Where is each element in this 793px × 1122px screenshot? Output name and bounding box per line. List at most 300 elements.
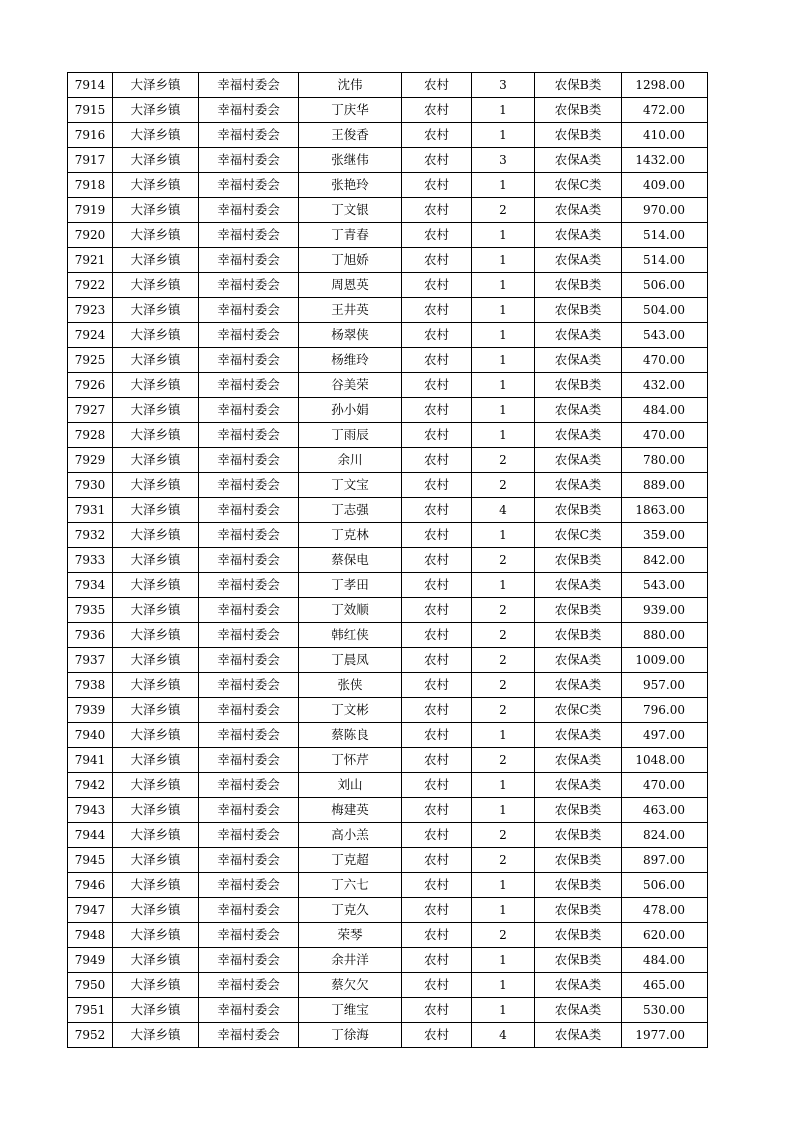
resident-name-cell: 丁志强 bbox=[299, 498, 402, 523]
table-row bbox=[68, 948, 708, 973]
area-type-cell: 农村 bbox=[402, 898, 472, 923]
amount-cell: 897.00 bbox=[622, 848, 708, 873]
insurance-category-cell: 农保B类 bbox=[535, 98, 622, 123]
township-cell: 大泽乡镇 bbox=[113, 673, 199, 698]
household-size-cell: 2 bbox=[472, 748, 535, 773]
amount-cell: 470.00 bbox=[622, 773, 708, 798]
amount-cell: 470.00 bbox=[622, 423, 708, 448]
amount-cell: 472.00 bbox=[622, 98, 708, 123]
township-cell: 大泽乡镇 bbox=[113, 98, 199, 123]
area-type-cell: 农村 bbox=[402, 498, 472, 523]
table-row bbox=[68, 773, 708, 798]
amount-cell: 506.00 bbox=[622, 273, 708, 298]
table-row bbox=[68, 198, 708, 223]
resident-name-cell: 韩红侠 bbox=[299, 623, 402, 648]
table-row bbox=[68, 873, 708, 898]
table-row bbox=[68, 248, 708, 273]
amount-cell: 939.00 bbox=[622, 598, 708, 623]
insurance-category-cell: 农保A类 bbox=[535, 673, 622, 698]
table-row bbox=[68, 923, 708, 948]
row-number-cell: 7928 bbox=[68, 423, 113, 448]
table-row bbox=[68, 373, 708, 398]
township-cell: 大泽乡镇 bbox=[113, 398, 199, 423]
household-size-cell: 2 bbox=[472, 848, 535, 873]
area-type-cell: 农村 bbox=[402, 848, 472, 873]
township-cell: 大泽乡镇 bbox=[113, 423, 199, 448]
resident-name-cell: 王俊香 bbox=[299, 123, 402, 148]
row-number-cell: 7931 bbox=[68, 498, 113, 523]
table-row bbox=[68, 698, 708, 723]
household-size-cell: 2 bbox=[472, 648, 535, 673]
area-type-cell: 农村 bbox=[402, 73, 472, 98]
insurance-category-cell: 农保B类 bbox=[535, 898, 622, 923]
village-cell: 幸福村委会 bbox=[199, 573, 299, 598]
row-number-cell: 7949 bbox=[68, 948, 113, 973]
amount-cell: 514.00 bbox=[622, 223, 708, 248]
area-type-cell: 农村 bbox=[402, 398, 472, 423]
household-size-cell: 1 bbox=[472, 273, 535, 298]
insurance-category-cell: 农保B类 bbox=[535, 948, 622, 973]
area-type-cell: 农村 bbox=[402, 823, 472, 848]
amount-cell: 543.00 bbox=[622, 573, 708, 598]
village-cell: 幸福村委会 bbox=[199, 173, 299, 198]
household-size-cell: 1 bbox=[472, 898, 535, 923]
village-cell: 幸福村委会 bbox=[199, 848, 299, 873]
insurance-category-cell: 农保A类 bbox=[535, 973, 622, 998]
insurance-category-cell: 农保A类 bbox=[535, 198, 622, 223]
area-type-cell: 农村 bbox=[402, 648, 472, 673]
area-type-cell: 农村 bbox=[402, 673, 472, 698]
village-cell: 幸福村委会 bbox=[199, 748, 299, 773]
resident-name-cell: 张继伟 bbox=[299, 148, 402, 173]
resident-name-cell: 蔡保电 bbox=[299, 548, 402, 573]
resident-name-cell: 丁旭娇 bbox=[299, 248, 402, 273]
resident-name-cell: 丁雨辰 bbox=[299, 423, 402, 448]
township-cell: 大泽乡镇 bbox=[113, 648, 199, 673]
amount-cell: 1048.00 bbox=[622, 748, 708, 773]
amount-cell: 504.00 bbox=[622, 298, 708, 323]
area-type-cell: 农村 bbox=[402, 173, 472, 198]
insurance-category-cell: 农保B类 bbox=[535, 823, 622, 848]
village-cell: 幸福村委会 bbox=[199, 723, 299, 748]
insurance-category-cell: 农保A类 bbox=[535, 398, 622, 423]
household-size-cell: 2 bbox=[472, 473, 535, 498]
village-cell: 幸福村委会 bbox=[199, 673, 299, 698]
resident-name-cell: 丁克林 bbox=[299, 523, 402, 548]
village-cell: 幸福村委会 bbox=[199, 373, 299, 398]
township-cell: 大泽乡镇 bbox=[113, 548, 199, 573]
row-number-cell: 7951 bbox=[68, 998, 113, 1023]
row-number-cell: 7947 bbox=[68, 898, 113, 923]
household-size-cell: 2 bbox=[472, 623, 535, 648]
household-size-cell: 3 bbox=[472, 148, 535, 173]
village-cell: 幸福村委会 bbox=[199, 298, 299, 323]
village-cell: 幸福村委会 bbox=[199, 798, 299, 823]
area-type-cell: 农村 bbox=[402, 123, 472, 148]
village-cell: 幸福村委会 bbox=[199, 398, 299, 423]
table-row bbox=[68, 548, 708, 573]
row-number-cell: 7946 bbox=[68, 873, 113, 898]
resident-name-cell: 沈伟 bbox=[299, 73, 402, 98]
insurance-category-cell: 农保B类 bbox=[535, 548, 622, 573]
table-row bbox=[68, 973, 708, 998]
area-type-cell: 农村 bbox=[402, 198, 472, 223]
amount-cell: 506.00 bbox=[622, 873, 708, 898]
row-number-cell: 7918 bbox=[68, 173, 113, 198]
village-cell: 幸福村委会 bbox=[199, 498, 299, 523]
table-row bbox=[68, 323, 708, 348]
township-cell: 大泽乡镇 bbox=[113, 348, 199, 373]
resident-name-cell: 荣琴 bbox=[299, 923, 402, 948]
row-number-cell: 7948 bbox=[68, 923, 113, 948]
amount-cell: 880.00 bbox=[622, 623, 708, 648]
area-type-cell: 农村 bbox=[402, 248, 472, 273]
insurance-category-cell: 农保A类 bbox=[535, 723, 622, 748]
row-number-cell: 7939 bbox=[68, 698, 113, 723]
household-size-cell: 1 bbox=[472, 298, 535, 323]
village-cell: 幸福村委会 bbox=[199, 1023, 299, 1048]
row-number-cell: 7925 bbox=[68, 348, 113, 373]
household-size-cell: 2 bbox=[472, 198, 535, 223]
insurance-category-cell: 农保B类 bbox=[535, 123, 622, 148]
household-size-cell: 1 bbox=[472, 348, 535, 373]
amount-cell: 1863.00 bbox=[622, 498, 708, 523]
amount-cell: 1977.00 bbox=[622, 1023, 708, 1048]
area-type-cell: 农村 bbox=[402, 98, 472, 123]
household-size-cell: 1 bbox=[472, 398, 535, 423]
village-cell: 幸福村委会 bbox=[199, 223, 299, 248]
village-cell: 幸福村委会 bbox=[199, 973, 299, 998]
village-cell: 幸福村委会 bbox=[199, 423, 299, 448]
village-cell: 幸福村委会 bbox=[199, 473, 299, 498]
row-number-cell: 7921 bbox=[68, 248, 113, 273]
amount-cell: 970.00 bbox=[622, 198, 708, 223]
area-type-cell: 农村 bbox=[402, 473, 472, 498]
household-size-cell: 3 bbox=[472, 73, 535, 98]
township-cell: 大泽乡镇 bbox=[113, 823, 199, 848]
row-number-cell: 7941 bbox=[68, 748, 113, 773]
row-number-cell: 7952 bbox=[68, 1023, 113, 1048]
table-row bbox=[68, 898, 708, 923]
insurance-category-cell: 农保C类 bbox=[535, 698, 622, 723]
table-row bbox=[68, 723, 708, 748]
row-number-cell: 7936 bbox=[68, 623, 113, 648]
table-row bbox=[68, 498, 708, 523]
row-number-cell: 7914 bbox=[68, 73, 113, 98]
resident-name-cell: 孙小娟 bbox=[299, 398, 402, 423]
table-row bbox=[68, 648, 708, 673]
household-size-cell: 2 bbox=[472, 598, 535, 623]
household-size-cell: 1 bbox=[472, 173, 535, 198]
household-size-cell: 1 bbox=[472, 423, 535, 448]
resident-name-cell: 余井洋 bbox=[299, 948, 402, 973]
insurance-category-cell: 农保B类 bbox=[535, 273, 622, 298]
row-number-cell: 7929 bbox=[68, 448, 113, 473]
area-type-cell: 农村 bbox=[402, 923, 472, 948]
village-cell: 幸福村委会 bbox=[199, 698, 299, 723]
area-type-cell: 农村 bbox=[402, 448, 472, 473]
row-number-cell: 7917 bbox=[68, 148, 113, 173]
township-cell: 大泽乡镇 bbox=[113, 473, 199, 498]
row-number-cell: 7940 bbox=[68, 723, 113, 748]
table-row bbox=[68, 73, 708, 98]
township-cell: 大泽乡镇 bbox=[113, 373, 199, 398]
amount-cell: 1298.00 bbox=[622, 73, 708, 98]
table-row bbox=[68, 298, 708, 323]
household-size-cell: 1 bbox=[472, 998, 535, 1023]
resident-name-cell: 谷美荣 bbox=[299, 373, 402, 398]
township-cell: 大泽乡镇 bbox=[113, 73, 199, 98]
table-row bbox=[68, 398, 708, 423]
table-row bbox=[68, 423, 708, 448]
township-cell: 大泽乡镇 bbox=[113, 848, 199, 873]
insurance-category-cell: 农保C类 bbox=[535, 523, 622, 548]
amount-cell: 359.00 bbox=[622, 523, 708, 548]
amount-cell: 824.00 bbox=[622, 823, 708, 848]
resident-name-cell: 丁文银 bbox=[299, 198, 402, 223]
resident-name-cell: 蔡欠欠 bbox=[299, 973, 402, 998]
row-number-cell: 7932 bbox=[68, 523, 113, 548]
village-cell: 幸福村委会 bbox=[199, 548, 299, 573]
row-number-cell: 7935 bbox=[68, 598, 113, 623]
amount-cell: 410.00 bbox=[622, 123, 708, 148]
household-size-cell: 1 bbox=[472, 373, 535, 398]
household-size-cell: 1 bbox=[472, 798, 535, 823]
village-cell: 幸福村委会 bbox=[199, 898, 299, 923]
resident-name-cell: 丁庆华 bbox=[299, 98, 402, 123]
household-size-cell: 1 bbox=[472, 723, 535, 748]
village-cell: 幸福村委会 bbox=[199, 73, 299, 98]
resident-name-cell: 刘山 bbox=[299, 773, 402, 798]
area-type-cell: 农村 bbox=[402, 598, 472, 623]
township-cell: 大泽乡镇 bbox=[113, 973, 199, 998]
household-size-cell: 4 bbox=[472, 1023, 535, 1048]
table-row bbox=[68, 448, 708, 473]
village-cell: 幸福村委会 bbox=[199, 923, 299, 948]
resident-name-cell: 丁六七 bbox=[299, 873, 402, 898]
area-type-cell: 农村 bbox=[402, 873, 472, 898]
table-row bbox=[68, 148, 708, 173]
resident-name-cell: 高小羔 bbox=[299, 823, 402, 848]
household-size-cell: 1 bbox=[472, 873, 535, 898]
amount-cell: 957.00 bbox=[622, 673, 708, 698]
benefit-table bbox=[67, 72, 708, 1048]
table-row bbox=[68, 823, 708, 848]
insurance-category-cell: 农保A类 bbox=[535, 773, 622, 798]
village-cell: 幸福村委会 bbox=[199, 348, 299, 373]
insurance-category-cell: 农保B类 bbox=[535, 73, 622, 98]
household-size-cell: 2 bbox=[472, 448, 535, 473]
amount-cell: 889.00 bbox=[622, 473, 708, 498]
area-type-cell: 农村 bbox=[402, 573, 472, 598]
household-size-cell: 2 bbox=[472, 923, 535, 948]
township-cell: 大泽乡镇 bbox=[113, 298, 199, 323]
township-cell: 大泽乡镇 bbox=[113, 523, 199, 548]
household-size-cell: 2 bbox=[472, 548, 535, 573]
insurance-category-cell: 农保B类 bbox=[535, 498, 622, 523]
village-cell: 幸福村委会 bbox=[199, 98, 299, 123]
area-type-cell: 农村 bbox=[402, 523, 472, 548]
village-cell: 幸福村委会 bbox=[199, 648, 299, 673]
household-size-cell: 4 bbox=[472, 498, 535, 523]
insurance-category-cell: 农保A类 bbox=[535, 448, 622, 473]
area-type-cell: 农村 bbox=[402, 623, 472, 648]
amount-cell: 620.00 bbox=[622, 923, 708, 948]
resident-name-cell: 丁青春 bbox=[299, 223, 402, 248]
area-type-cell: 农村 bbox=[402, 223, 472, 248]
area-type-cell: 农村 bbox=[402, 998, 472, 1023]
township-cell: 大泽乡镇 bbox=[113, 748, 199, 773]
resident-name-cell: 丁效顺 bbox=[299, 598, 402, 623]
amount-cell: 463.00 bbox=[622, 798, 708, 823]
amount-cell: 478.00 bbox=[622, 898, 708, 923]
amount-cell: 1009.00 bbox=[622, 648, 708, 673]
insurance-category-cell: 农保B类 bbox=[535, 848, 622, 873]
area-type-cell: 农村 bbox=[402, 723, 472, 748]
row-number-cell: 7919 bbox=[68, 198, 113, 223]
amount-cell: 530.00 bbox=[622, 998, 708, 1023]
amount-cell: 432.00 bbox=[622, 373, 708, 398]
township-cell: 大泽乡镇 bbox=[113, 573, 199, 598]
area-type-cell: 农村 bbox=[402, 423, 472, 448]
resident-name-cell: 丁怀芹 bbox=[299, 748, 402, 773]
household-size-cell: 2 bbox=[472, 823, 535, 848]
township-cell: 大泽乡镇 bbox=[113, 173, 199, 198]
village-cell: 幸福村委会 bbox=[199, 448, 299, 473]
village-cell: 幸福村委会 bbox=[199, 273, 299, 298]
table-row bbox=[68, 173, 708, 198]
table-row bbox=[68, 848, 708, 873]
village-cell: 幸福村委会 bbox=[199, 998, 299, 1023]
row-number-cell: 7930 bbox=[68, 473, 113, 498]
household-size-cell: 1 bbox=[472, 773, 535, 798]
resident-name-cell: 杨维玲 bbox=[299, 348, 402, 373]
table-row bbox=[68, 1023, 708, 1048]
resident-name-cell: 张艳玲 bbox=[299, 173, 402, 198]
insurance-category-cell: 农保C类 bbox=[535, 173, 622, 198]
village-cell: 幸福村委会 bbox=[199, 948, 299, 973]
resident-name-cell: 丁孝田 bbox=[299, 573, 402, 598]
table-row bbox=[68, 523, 708, 548]
row-number-cell: 7944 bbox=[68, 823, 113, 848]
area-type-cell: 农村 bbox=[402, 773, 472, 798]
insurance-category-cell: 农保A类 bbox=[535, 1023, 622, 1048]
resident-name-cell: 丁维宝 bbox=[299, 998, 402, 1023]
area-type-cell: 农村 bbox=[402, 548, 472, 573]
table-row bbox=[68, 273, 708, 298]
area-type-cell: 农村 bbox=[402, 273, 472, 298]
insurance-category-cell: 农保A类 bbox=[535, 648, 622, 673]
row-number-cell: 7924 bbox=[68, 323, 113, 348]
township-cell: 大泽乡镇 bbox=[113, 723, 199, 748]
township-cell: 大泽乡镇 bbox=[113, 123, 199, 148]
household-size-cell: 1 bbox=[472, 123, 535, 148]
township-cell: 大泽乡镇 bbox=[113, 948, 199, 973]
household-size-cell: 1 bbox=[472, 248, 535, 273]
amount-cell: 484.00 bbox=[622, 398, 708, 423]
table-row bbox=[68, 223, 708, 248]
township-cell: 大泽乡镇 bbox=[113, 448, 199, 473]
village-cell: 幸福村委会 bbox=[199, 123, 299, 148]
household-size-cell: 1 bbox=[472, 98, 535, 123]
village-cell: 幸福村委会 bbox=[199, 873, 299, 898]
resident-name-cell: 丁文彬 bbox=[299, 698, 402, 723]
township-cell: 大泽乡镇 bbox=[113, 998, 199, 1023]
village-cell: 幸福村委会 bbox=[199, 523, 299, 548]
table-row bbox=[68, 748, 708, 773]
amount-cell: 514.00 bbox=[622, 248, 708, 273]
insurance-category-cell: 农保B类 bbox=[535, 598, 622, 623]
township-cell: 大泽乡镇 bbox=[113, 498, 199, 523]
household-size-cell: 1 bbox=[472, 573, 535, 598]
township-cell: 大泽乡镇 bbox=[113, 598, 199, 623]
resident-name-cell: 杨翠侠 bbox=[299, 323, 402, 348]
village-cell: 幸福村委会 bbox=[199, 198, 299, 223]
insurance-category-cell: 农保A类 bbox=[535, 998, 622, 1023]
township-cell: 大泽乡镇 bbox=[113, 323, 199, 348]
household-size-cell: 1 bbox=[472, 523, 535, 548]
township-cell: 大泽乡镇 bbox=[113, 273, 199, 298]
row-number-cell: 7933 bbox=[68, 548, 113, 573]
household-size-cell: 2 bbox=[472, 673, 535, 698]
amount-cell: 796.00 bbox=[622, 698, 708, 723]
insurance-category-cell: 农保A类 bbox=[535, 223, 622, 248]
row-number-cell: 7943 bbox=[68, 798, 113, 823]
table-row bbox=[68, 348, 708, 373]
insurance-category-cell: 农保A类 bbox=[535, 248, 622, 273]
table-row bbox=[68, 98, 708, 123]
area-type-cell: 农村 bbox=[402, 973, 472, 998]
township-cell: 大泽乡镇 bbox=[113, 223, 199, 248]
resident-name-cell: 丁克久 bbox=[299, 898, 402, 923]
township-cell: 大泽乡镇 bbox=[113, 923, 199, 948]
resident-name-cell: 王井英 bbox=[299, 298, 402, 323]
insurance-category-cell: 农保B类 bbox=[535, 298, 622, 323]
resident-name-cell: 丁徐海 bbox=[299, 1023, 402, 1048]
village-cell: 幸福村委会 bbox=[199, 773, 299, 798]
area-type-cell: 农村 bbox=[402, 748, 472, 773]
township-cell: 大泽乡镇 bbox=[113, 623, 199, 648]
resident-name-cell: 蔡陈良 bbox=[299, 723, 402, 748]
insurance-category-cell: 农保B类 bbox=[535, 373, 622, 398]
household-size-cell: 2 bbox=[472, 698, 535, 723]
row-number-cell: 7934 bbox=[68, 573, 113, 598]
insurance-category-cell: 农保B类 bbox=[535, 798, 622, 823]
area-type-cell: 农村 bbox=[402, 298, 472, 323]
row-number-cell: 7927 bbox=[68, 398, 113, 423]
township-cell: 大泽乡镇 bbox=[113, 773, 199, 798]
insurance-category-cell: 农保A类 bbox=[535, 573, 622, 598]
township-cell: 大泽乡镇 bbox=[113, 798, 199, 823]
resident-name-cell: 余川 bbox=[299, 448, 402, 473]
row-number-cell: 7922 bbox=[68, 273, 113, 298]
amount-cell: 409.00 bbox=[622, 173, 708, 198]
row-number-cell: 7942 bbox=[68, 773, 113, 798]
area-type-cell: 农村 bbox=[402, 798, 472, 823]
insurance-category-cell: 农保B类 bbox=[535, 623, 622, 648]
table-row bbox=[68, 573, 708, 598]
amount-cell: 465.00 bbox=[622, 973, 708, 998]
resident-name-cell: 丁克超 bbox=[299, 848, 402, 873]
insurance-category-cell: 农保B类 bbox=[535, 873, 622, 898]
area-type-cell: 农村 bbox=[402, 323, 472, 348]
area-type-cell: 农村 bbox=[402, 348, 472, 373]
table-row bbox=[68, 998, 708, 1023]
area-type-cell: 农村 bbox=[402, 698, 472, 723]
row-number-cell: 7938 bbox=[68, 673, 113, 698]
township-cell: 大泽乡镇 bbox=[113, 873, 199, 898]
row-number-cell: 7950 bbox=[68, 973, 113, 998]
